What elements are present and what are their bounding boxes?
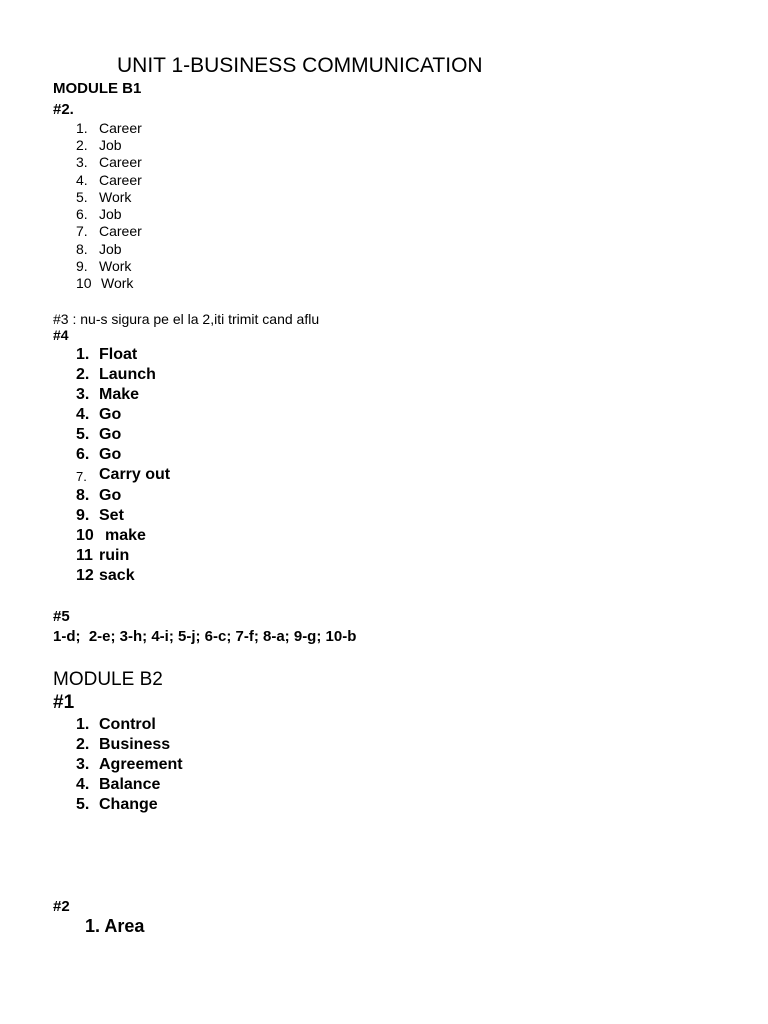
list-item-text: Work xyxy=(101,275,134,291)
list-item-number: 6. xyxy=(76,206,88,222)
list-item-text: Carry out xyxy=(99,466,171,483)
list-item-number: 5. xyxy=(76,426,90,443)
module-b2-exercise-2-label: #2 xyxy=(53,898,70,915)
list-item-text: Change xyxy=(99,796,158,813)
list-item-number: 11 xyxy=(76,547,93,564)
list-item-text: Career xyxy=(99,172,142,188)
module-b2-exercise-2-item xyxy=(85,916,144,937)
list-item-number: 1. xyxy=(76,716,90,733)
list-item-number: 8. xyxy=(76,241,88,257)
module-b2-heading: MODULE B2 xyxy=(53,669,163,690)
list-item-text: Job xyxy=(99,206,122,222)
list-item-text: Career xyxy=(99,120,142,136)
exercise-2-label: #2. xyxy=(53,101,74,118)
list-item-number: 2. xyxy=(76,137,88,153)
exercise-4-label: #4 xyxy=(53,327,69,343)
list-item-number: 2. xyxy=(76,366,90,383)
list-item-number: 8. xyxy=(76,487,90,504)
list-item-number: 7. xyxy=(76,469,87,484)
list-item-text: Make xyxy=(99,386,140,403)
list-item-number: 12 xyxy=(76,567,94,584)
list-item-number: 2. xyxy=(76,736,90,753)
list-item-text: Control xyxy=(99,716,156,733)
list-item-text: Job xyxy=(99,241,122,257)
list-item-text: Business xyxy=(99,736,171,753)
list-item-text: Go xyxy=(99,406,122,423)
exercise-3-note: #3 : nu-s sigura pe el la 2,iti trimit cand aflu xyxy=(53,311,320,327)
list-item-number: 6. xyxy=(76,446,90,463)
list-item-text: Career xyxy=(99,154,142,170)
list-item-number: 9. xyxy=(76,507,90,524)
list-item-number: 9. xyxy=(76,258,88,274)
list-item-text: Go xyxy=(99,487,122,504)
exercise-5-answers: 1-d; 2-e; 3-h; 4-i; 5-j; 6-c; 7-f; 8-a; 9-g; 10-b xyxy=(53,628,357,645)
list-item-number: 3. xyxy=(76,154,88,170)
list-item-number: 3. xyxy=(76,756,90,773)
list-item-number: 10 xyxy=(76,527,94,544)
list-item-text: Work xyxy=(99,189,132,205)
exercise-1-label: #1 xyxy=(53,692,75,713)
exercise-5-label: #5 xyxy=(53,608,70,625)
list-item-text: Set xyxy=(99,507,124,524)
list-item-number: 7. xyxy=(76,223,88,239)
list-item-text: Launch xyxy=(99,366,156,383)
list-item-text: Float xyxy=(99,346,138,363)
list-item-number: 3. xyxy=(76,386,90,403)
list-item-number: 5. xyxy=(76,796,90,813)
list-item-text: make xyxy=(105,527,146,544)
list-item-number: 1. xyxy=(76,120,88,136)
list-item-number: 1. xyxy=(85,916,101,936)
list-item-number: 5. xyxy=(76,189,88,205)
list-item-number: 10 xyxy=(76,275,92,291)
list-item-text: Go xyxy=(99,446,122,463)
list-item-number: 1. xyxy=(76,346,90,363)
document-title: UNIT 1-BUSINESS COMMUNICATION xyxy=(117,54,483,77)
list-item-text: Job xyxy=(99,137,122,153)
list-item-text: Agreement xyxy=(99,756,183,773)
list-item-number: 4. xyxy=(76,172,88,188)
list-item-text: Work xyxy=(99,258,132,274)
list-item-text: sack xyxy=(99,567,135,584)
list-item-text: Career xyxy=(99,223,142,239)
list-item-number: 4. xyxy=(76,776,90,793)
module-b1-heading: MODULE B1 xyxy=(53,80,142,97)
list-item-text: Go xyxy=(99,426,122,443)
list-item-text: Area xyxy=(104,916,145,936)
list-item-text: ruin xyxy=(99,547,130,564)
list-item-text: Balance xyxy=(99,776,161,793)
list-item-number: 4. xyxy=(76,406,90,423)
